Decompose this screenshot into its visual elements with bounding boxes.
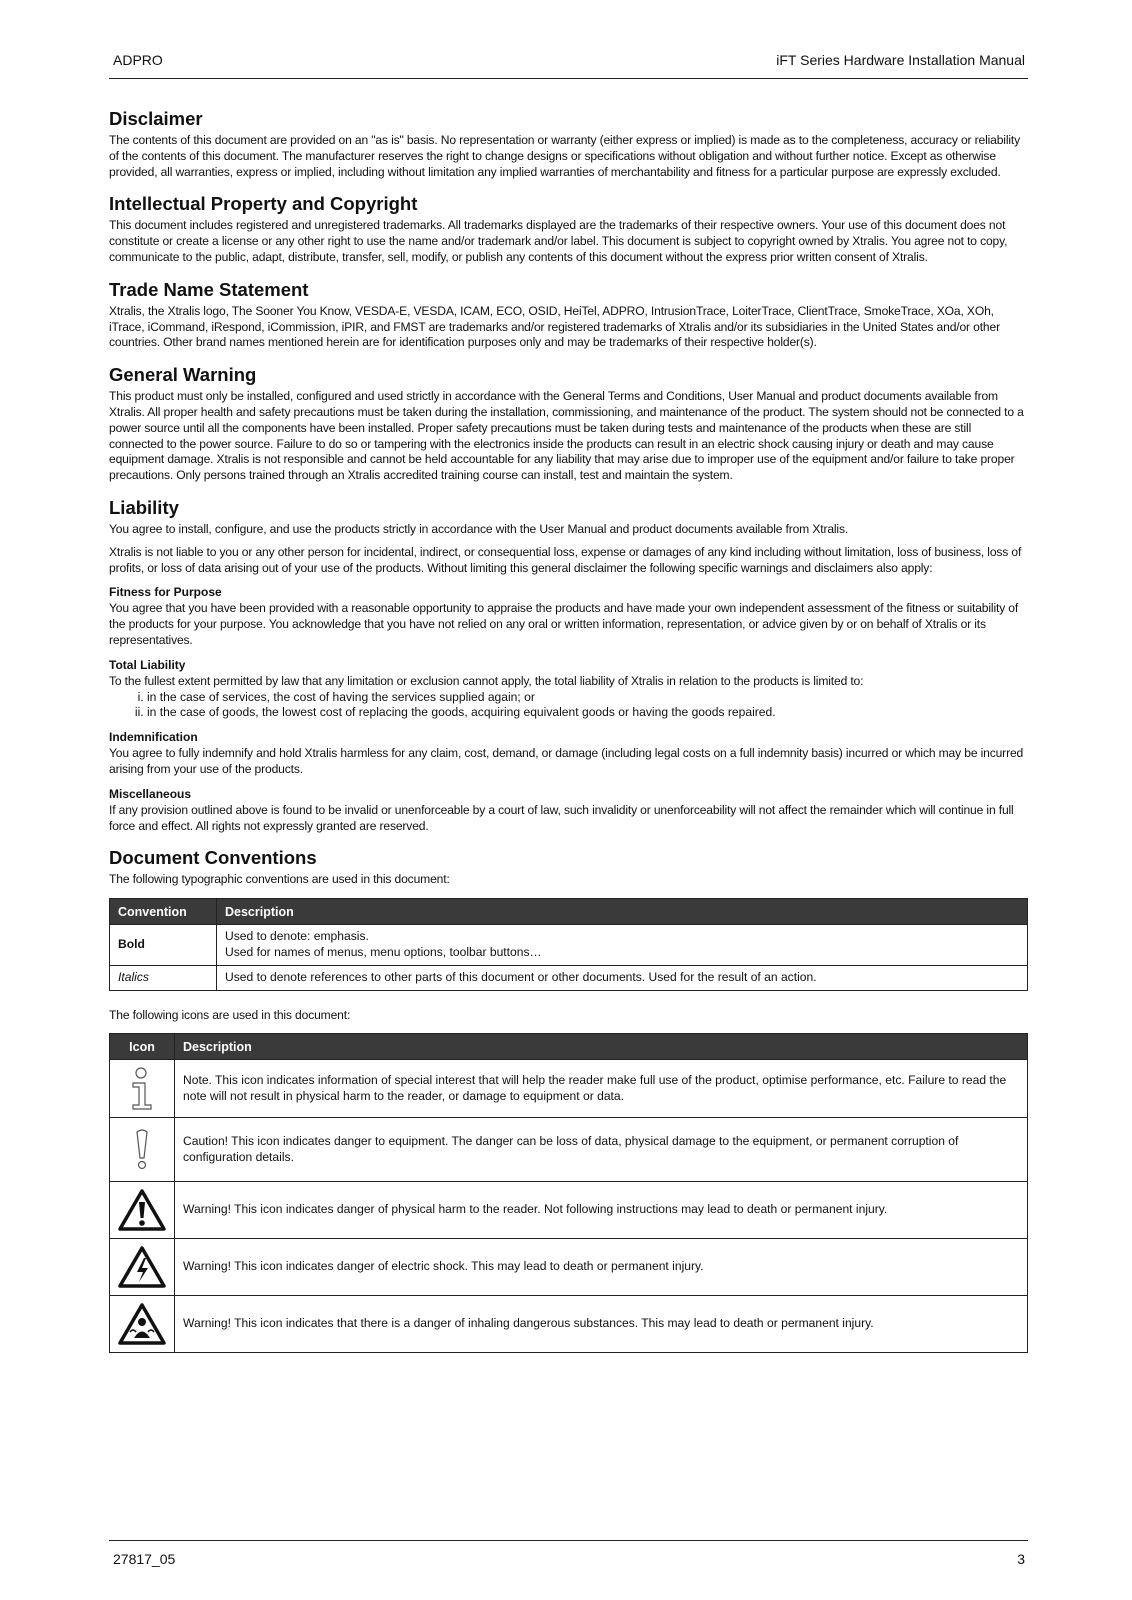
page-footer [109, 1540, 1028, 1571]
table-cell: Caution! This icon indicates danger to equipment. The danger can be loss of data, physical damage to the equipment, or permanent corruption of configuration details. [175, 1118, 1028, 1182]
icon-cell [110, 1060, 175, 1118]
list-item: i. in the case of services, the cost of having the services supplied again; or [147, 690, 1028, 706]
fitness-text: You agree that you have been provided with a reasonable opportunity to appraise the products and have made your own independent assessment of the fitness or suitability of the products for your purpose. You acknowledge that you have not relied on any oral or written information, representation, or advice given by or on behalf of Xtralis or its representatives. [109, 601, 1019, 647]
section-trade-name [109, 279, 1028, 351]
section-title: Trade Name Statement [109, 278, 309, 300]
inhalation-hazard-icon [117, 1302, 167, 1346]
liability-text-2: Xtralis is not liable to you or any other person for incidental, indirect, or consequential loss, expense or damages of any kind including without limitation, loss of business, loss of profits, or loss of data arising out of your use of the products. Without limiting this general disclaimer the following specific warnings and disclaimers also apply: [109, 544, 1022, 575]
section-title: General Warning [109, 364, 257, 386]
caution-icon [132, 1128, 152, 1172]
icons-table [109, 1033, 1028, 1353]
icon-cell [110, 1296, 175, 1353]
icon-cell [110, 1118, 175, 1182]
table-header-row [110, 899, 1028, 925]
table-cell: Used to denote references to other parts of this document or other documents. Used for the result of an action. [217, 965, 1028, 990]
icons-intro: The following icons are used in this document: [109, 1007, 351, 1022]
table-cell: Warning! This icon indicates danger of physical harm to the reader. Not following instructions may lead to death or permanent injury. [175, 1182, 1028, 1239]
section-title: Document Conventions [109, 847, 317, 869]
page-header [109, 50, 1028, 79]
total-liability-list [109, 690, 1028, 722]
table-row [110, 1182, 1028, 1239]
section-title: Intellectual Property and Copyright [109, 193, 418, 215]
miscellaneous-title: Miscellaneous [109, 786, 192, 801]
table-row [110, 1296, 1028, 1353]
table-header-cell: Description [217, 899, 1028, 925]
list-item: ii. in the case of goods, the lowest cost of replacing the goods, acquiring equivalent goods or having the goods repaired. [147, 705, 1028, 721]
table-row [110, 925, 1028, 966]
indemnification-text: You agree to fully indemnify and hold Xtralis harmless for any claim, cost, demand, or damage (including legal costs on a full indemnity basis) incurred or which may be incurred arising from your use of the products. [109, 746, 1024, 776]
total-liability-text: To the fullest extent permitted by law that any limitation or exclusion cannot apply, the total liability of Xtralis in relation to the products is limited to: [109, 673, 864, 688]
table-row [110, 1118, 1028, 1182]
table-cell: Note. This icon indicates information of special interest that will help the reader make full use of the product, optimise performance, etc. Failure to read the note will not result in physical harm to the reader, or damage to equipment or data. [175, 1060, 1028, 1118]
fitness-title: Fitness for Purpose [109, 585, 222, 600]
page-number: 3 [1017, 1551, 1025, 1567]
section-conventions [109, 847, 1028, 1353]
table-cell [217, 925, 1028, 966]
section-ip [109, 193, 1028, 265]
document-number: 27817_05 [113, 1551, 176, 1567]
section-disclaimer [109, 108, 1028, 180]
section-title: Disclaimer [109, 108, 203, 129]
section-text: This document includes registered and unregistered trademarks. All trademarks displayed are the trademarks of their respective owners. Your use of this document does not constitute or create a license or any other right to use the name and/or trademark and/or label. This document is subject to copyright owned by Xtralis. You agree not to copy, communicate to the public, adapt, distribute, transfer, sell, modify, or publish any contents of this document without the express prior written consent of Xtralis. [109, 218, 1008, 264]
typographic-conventions-table [109, 898, 1028, 990]
table-row [110, 1239, 1028, 1296]
table-cell: Bold [110, 925, 217, 966]
electric-shock-icon [117, 1245, 167, 1289]
warning-triangle-icon [117, 1188, 167, 1232]
info-icon [127, 1067, 157, 1111]
table-header-row [110, 1034, 1028, 1060]
cell-line: Used to denote: emphasis. [225, 929, 369, 944]
section-general-warning [109, 364, 1028, 484]
table-row [110, 1060, 1028, 1118]
section-liability [109, 497, 1028, 834]
table-row [110, 965, 1028, 990]
table-cell: Italics [110, 965, 217, 990]
header-right: iFT Series Hardware Installation Manual [776, 52, 1025, 68]
indemnification-title: Indemnification [109, 730, 198, 745]
icon-cell [110, 1182, 175, 1239]
table-header-cell: Convention [110, 899, 217, 925]
miscellaneous-text: If any provision outlined above is found to be invalid or unenforceable by a court of law, such invalidity or unenforceability will not affect the remainder which will continue in full force and effect. All rights not expressly granted are reserved. [109, 802, 1014, 833]
table-cell: Warning! This icon indicates danger of electric shock. This may lead to death or permanent injury. [175, 1239, 1028, 1296]
header-left: ADPRO [113, 52, 163, 68]
section-text: This product must only be installed, configured and used strictly in accordance with the General Terms and Conditions, User Manual and product documents available from Xtralis. All proper health and safety precautions must be taken during the installation, commissioning, and maintenance of the product. The system should not be connected to a power source until all the components have been installed. Proper safety precautions must be taken during tests and maintenance of the products when these are still connected to the power source. Failure to do so or tampering with the electronics inside the products can result in an electric shock causing injury or death and may cause equipment damage. Xtralis is not responsible and cannot be held accountable for any liability that may arise due to improper use of the equipment and/or failure to take proper precautions. Only persons trained through an Xtralis accredited training course can install, test and maintain the system. [109, 389, 1024, 483]
table-cell: Warning! This icon indicates that there is a danger of inhaling dangerous substances. This may lead to death or permanent injury. [175, 1296, 1028, 1353]
liability-text-1: You agree to install, configure, and use the products strictly in accordance with the User Manual and product documents available from Xtralis. [109, 521, 849, 536]
section-title: Liability [109, 496, 179, 518]
section-text: Xtralis, the Xtralis logo, The Sooner You Know, VESDA-E, VESDA, ICAM, ECO, OSID, HeiTel, ADPRO, IntrusionTrace, LoiterTrace, ClientTrace, SmokeTrace, XOa, XOh, iTrace, iCommand, iRespond, iCommission, iPIR, and FMST are trademarks and/or registered trademarks of Xtralis and/or its subsidiaries in the United States and/or other countries. Other brand names mentioned herein are for identification purposes only and may be trademarks of their respective holder(s). [109, 303, 1000, 350]
section-text: The contents of this document are provided on an "as is" basis. No representation or warranty (either express or implied) is made as to the completeness, accuracy or reliability of the contents of this document. The manufacturer reserves the right to change designs or specifications without obligation and without further notice. Except as otherwise provided, all warranties, express or implied, including without limitation any implied warranties of merchantability and fitness for a particular purpose are expressly excluded. [109, 133, 1021, 179]
conventions-intro: The following typographic conventions are used in this document: [109, 872, 450, 887]
table-header-cell: Icon [110, 1034, 175, 1060]
cell-line: Used for names of menus, menu options, toolbar buttons… [225, 944, 542, 959]
icon-cell [110, 1239, 175, 1296]
main-content [109, 108, 1028, 1366]
total-liability-title: Total Liability [109, 657, 186, 672]
table-header-cell: Description [175, 1034, 1028, 1060]
